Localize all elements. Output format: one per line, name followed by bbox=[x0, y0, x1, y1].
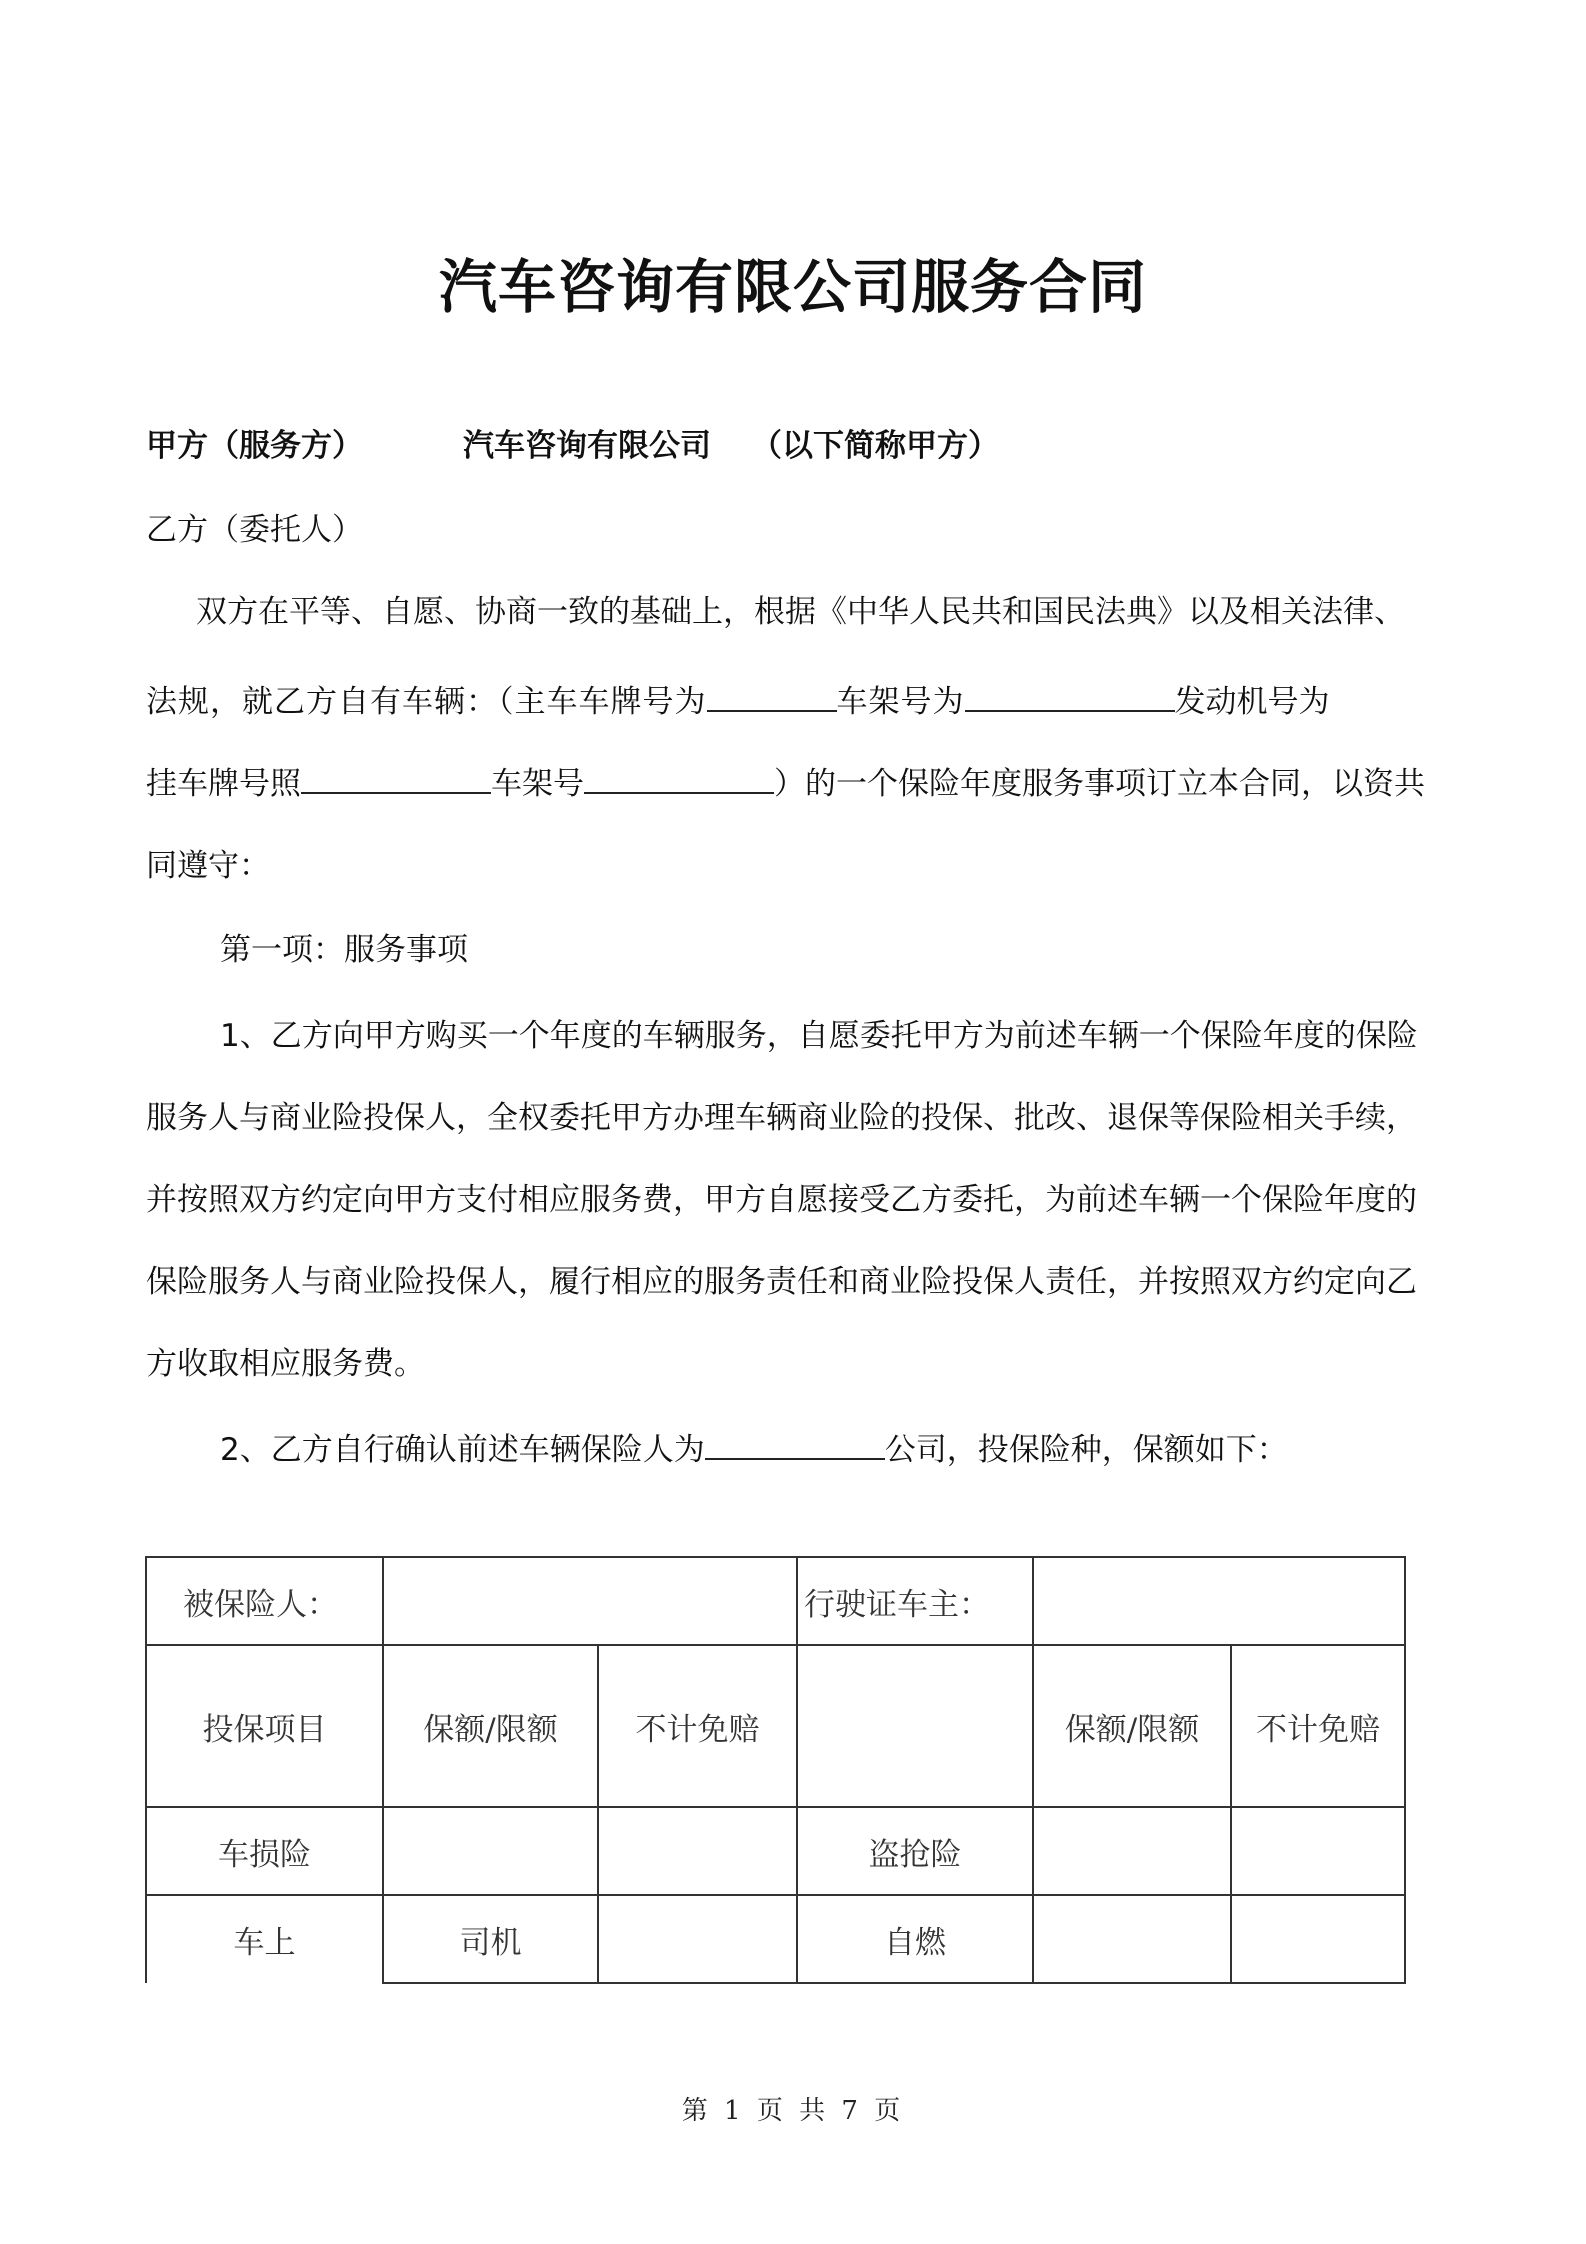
driver-no-deductible-cell[interactable] bbox=[598, 1895, 797, 1983]
party-a-line bbox=[146, 424, 999, 468]
insurance-table bbox=[145, 1556, 1406, 1984]
table-row bbox=[146, 1807, 1405, 1895]
table-row bbox=[146, 1557, 1405, 1645]
col-insured-item-2 bbox=[797, 1645, 1033, 1807]
theft-item: 盗抢险 bbox=[797, 1807, 1033, 1895]
clause-1-line-3: 并按照双方约定向甲方支付相应服务费，甲方自愿接受乙方委托，为前述车辆一个保险年度的 bbox=[146, 1182, 1417, 1218]
spontaneous-combustion-item: 自燃 bbox=[797, 1895, 1033, 1983]
preamble-line-3-end: ）的一个保险年度服务事项订立本合同，以资共 bbox=[774, 766, 1425, 802]
clause-1-line-2: 服务人与商业险投保人，全权委托甲方办理车辆商业险的投保、批改、退保等保险相关手续， bbox=[146, 1100, 1417, 1136]
frame-number-blank[interactable] bbox=[965, 680, 1175, 712]
col-amount-limit-2: 保额/限额 bbox=[1033, 1645, 1231, 1807]
frame-number-label: 车架号为 bbox=[836, 684, 965, 720]
engine-number-label: 发动机号为 bbox=[1174, 684, 1330, 720]
on-board-item: 车上 bbox=[146, 1895, 383, 1983]
col-insured-item: 投保项目 bbox=[146, 1645, 383, 1807]
table-header-row bbox=[146, 1645, 1405, 1807]
col-no-deductible: 不计免赔 bbox=[598, 1645, 797, 1807]
table-row bbox=[146, 1895, 1405, 1983]
party-a-label: 甲方（服务方） bbox=[146, 428, 363, 464]
party-a-note: （以下简称甲方） bbox=[751, 428, 999, 464]
theft-amount-cell[interactable] bbox=[1033, 1807, 1231, 1895]
trailer-frame-label: 车架号 bbox=[491, 766, 584, 802]
theft-no-deductible-cell[interactable] bbox=[1231, 1807, 1405, 1895]
clause-1-line-4: 保险服务人与商业险投保人，履行相应的服务责任和商业险投保人责任，并按照双方约定向乙 bbox=[146, 1264, 1417, 1300]
col-amount-limit: 保额/限额 bbox=[383, 1645, 598, 1807]
col-no-deductible-2: 不计免赔 bbox=[1231, 1645, 1405, 1807]
insurer-blank[interactable] bbox=[705, 1428, 885, 1460]
vehicle-damage-item: 车损险 bbox=[146, 1807, 383, 1895]
vehicle-owner-value-cell[interactable] bbox=[1033, 1557, 1405, 1645]
preamble-line-3 bbox=[146, 762, 1425, 806]
clause-1-line-1: 1、乙方向甲方购买一个年度的车辆服务，自愿委托甲方为前述车辆一个保险年度的保险 bbox=[220, 1018, 1418, 1054]
clause-2-line bbox=[220, 1428, 1288, 1472]
clause-2-text-a: 2、乙方自行确认前述车辆保险人为 bbox=[220, 1432, 705, 1468]
clause-1-line-5: 方收取相应服务费。 bbox=[146, 1346, 425, 1382]
preamble-vehicle-intro: 法规，就乙方自有车辆：（主车车牌号为 bbox=[146, 684, 707, 720]
driver-subitem: 司机 bbox=[383, 1895, 598, 1983]
insured-value-cell[interactable] bbox=[383, 1557, 797, 1645]
preamble-line-4: 同遵守： bbox=[146, 848, 270, 884]
clause-2-text-b: 公司，投保险种，保额如下： bbox=[884, 1432, 1288, 1468]
page-footer: 第 1 页 共 7 页 bbox=[681, 2096, 905, 2126]
preamble-line-1: 双方在平等、自愿、协商一致的基础上，根据《中华人民共和国民法典》以及相关法律、 bbox=[196, 594, 1405, 630]
plate-number-blank[interactable] bbox=[707, 680, 837, 712]
section-1-heading: 第一项：服务事项 bbox=[220, 932, 468, 968]
insured-label: 被保险人： bbox=[146, 1557, 383, 1645]
party-a-name: 汽车咨询有限公司 bbox=[463, 428, 711, 464]
vehicle-owner-label: 行驶证车主： bbox=[797, 1557, 1033, 1645]
trailer-frame-blank[interactable] bbox=[584, 762, 774, 794]
trailer-plate-label: 挂车牌号照 bbox=[146, 766, 301, 802]
trailer-plate-blank[interactable] bbox=[301, 762, 491, 794]
party-b-label: 乙方（委托人） bbox=[146, 512, 363, 548]
vehicle-damage-no-deductible-cell[interactable] bbox=[598, 1807, 797, 1895]
vehicle-damage-amount-cell[interactable] bbox=[383, 1807, 598, 1895]
document-title: 汽车咨询有限公司服务合同 bbox=[438, 253, 1147, 321]
combustion-amount-cell[interactable] bbox=[1033, 1895, 1231, 1983]
party-b-line bbox=[146, 508, 363, 552]
preamble-line-2 bbox=[146, 680, 1330, 724]
combustion-no-deductible-cell[interactable] bbox=[1231, 1895, 1405, 1983]
